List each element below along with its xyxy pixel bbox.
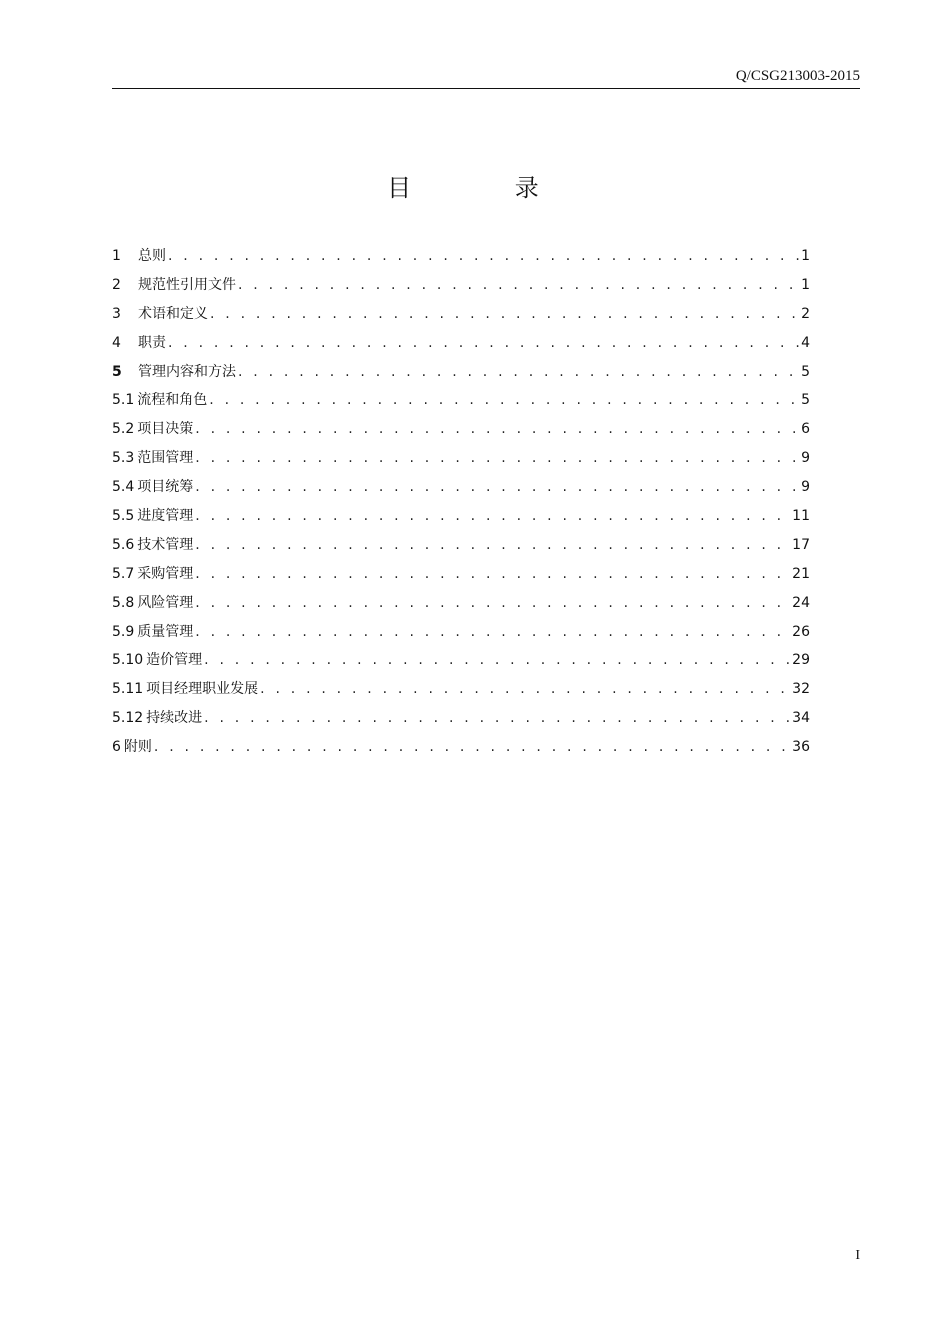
- toc-dot-leader: [195, 560, 790, 589]
- toc-dot-leader: [204, 704, 790, 733]
- toc-entry-5-9[interactable]: [112, 618, 810, 647]
- toc-dot-leader: [168, 242, 799, 271]
- toc-entry-label: 持续改进: [146, 710, 203, 727]
- toc-entry-5-11[interactable]: [112, 675, 810, 704]
- toc-entry-page: 4: [801, 334, 810, 351]
- toc-dot-leader: [204, 646, 790, 675]
- toc-entry-label: 附则: [123, 739, 152, 756]
- toc-entry-number: 5.4: [112, 479, 135, 496]
- toc-entry-label: 质量管理: [137, 623, 194, 640]
- toc-entry-page: 1: [801, 276, 810, 293]
- toc-dot-leader: [195, 415, 799, 444]
- toc-entry-5-6[interactable]: [112, 531, 810, 560]
- toc-entry-5-8[interactable]: [112, 589, 810, 618]
- header-rule: [112, 88, 860, 89]
- toc-entry-5-5[interactable]: [112, 502, 810, 531]
- toc-entry-number: 6: [112, 739, 121, 756]
- toc-entry-page: 26: [792, 623, 810, 640]
- toc-entry-page: 9: [801, 450, 810, 467]
- toc-entry-number: 5.6: [112, 536, 135, 553]
- document-code: Q/CSG213003-2015: [735, 68, 860, 84]
- toc-entry-page: 36: [792, 739, 810, 756]
- toc-entry-page: 32: [792, 681, 810, 698]
- toc-dot-leader: [195, 473, 799, 502]
- toc-dot-leader: [210, 300, 799, 329]
- toc-entry-page: 11: [792, 508, 810, 524]
- toc-entry-label: 总则: [138, 247, 166, 264]
- toc-entry-page: 5: [801, 363, 810, 380]
- toc-entry-number: 5.1: [112, 392, 135, 409]
- toc-entry-label: 管理内容和方法: [138, 363, 236, 380]
- toc-entry-number: 5.10: [112, 652, 144, 669]
- toc-entry-page: 34: [792, 710, 810, 727]
- toc-dot-leader: [195, 618, 790, 647]
- toc-entry-1[interactable]: [112, 242, 810, 271]
- toc-dot-leader: [260, 675, 790, 704]
- toc-entry-5-4[interactable]: [112, 473, 810, 502]
- toc-entry-5-3[interactable]: [112, 444, 810, 473]
- toc-entry-number: 5: [112, 363, 122, 380]
- toc-entry-number: 5.3: [112, 450, 135, 467]
- toc-dot-leader: [195, 531, 790, 560]
- toc-entry-number: 1: [112, 247, 121, 264]
- toc-entry-number: 5.5: [112, 508, 135, 524]
- toc-entry-page: 29: [792, 652, 810, 669]
- toc-entry-number: 5.2: [112, 421, 135, 438]
- toc-dot-leader: [195, 444, 799, 473]
- toc-dot-leader: [238, 358, 799, 387]
- toc-entry-5-1[interactable]: [112, 386, 810, 415]
- toc-entry-label: 范围管理: [137, 450, 194, 467]
- toc-entry-2[interactable]: [112, 271, 810, 300]
- toc-entry-label: 术语和定义: [138, 305, 208, 322]
- toc-entry-page: 24: [792, 594, 810, 611]
- toc-entry-number: 5.12: [112, 710, 144, 727]
- toc-entry-label: 规范性引用文件: [138, 276, 236, 293]
- toc-entry-label: 项目经理职业发展: [146, 681, 259, 698]
- toc-entry-5-10[interactable]: [112, 646, 810, 675]
- toc-dot-leader: [195, 589, 790, 618]
- toc-entry-number: 2: [112, 276, 121, 293]
- toc-entry-label: 风险管理: [137, 594, 194, 611]
- toc-entry-5-12[interactable]: [112, 704, 810, 733]
- toc-entry-page: 5: [801, 392, 810, 409]
- toc-entry-page: 1: [801, 247, 810, 264]
- toc-dot-leader: [168, 329, 799, 358]
- toc-dot-leader: [154, 733, 790, 762]
- toc-entry-label: 职责: [138, 334, 166, 351]
- toc-entry-page: 17: [792, 536, 810, 553]
- toc-entry-5[interactable]: [112, 358, 810, 387]
- toc-entry-number: 5.8: [112, 594, 135, 611]
- toc-entry-page: 21: [792, 565, 810, 582]
- toc-entry-6[interactable]: [112, 733, 810, 762]
- toc-entry-label: 造价管理: [146, 652, 203, 669]
- toc-entry-number: 5.11: [112, 681, 144, 698]
- toc-entry-label: 项目统筹: [137, 479, 194, 496]
- toc-entry-4[interactable]: [112, 329, 810, 358]
- toc-title: 目 录: [387, 174, 587, 202]
- toc-entry-number: 5.9: [112, 623, 135, 640]
- toc-entry-label: 项目决策: [137, 421, 194, 438]
- toc-entry-3[interactable]: [112, 300, 810, 329]
- toc-entry-page: 9: [801, 479, 810, 496]
- toc-entry-number: 5.7: [112, 565, 135, 582]
- toc-entry-label: 采购管理: [137, 565, 194, 582]
- toc-entry-label: 流程和角色: [137, 392, 208, 409]
- toc-entry-number: 3: [112, 305, 121, 322]
- toc-entry-number: 4: [112, 334, 121, 351]
- toc-entry-5-7[interactable]: [112, 560, 810, 589]
- toc-dot-leader: [209, 386, 799, 415]
- toc-entry-page: 6: [801, 421, 810, 438]
- page-number: I: [855, 1248, 860, 1263]
- table-of-contents: [112, 242, 810, 762]
- toc-entry-page: 2: [801, 305, 810, 322]
- toc-entry-5-2[interactable]: [112, 415, 810, 444]
- toc-dot-leader: [195, 502, 790, 531]
- toc-dot-leader: [238, 271, 799, 300]
- toc-entry-label: 进度管理: [137, 508, 194, 524]
- toc-entry-label: 技术管理: [137, 536, 194, 553]
